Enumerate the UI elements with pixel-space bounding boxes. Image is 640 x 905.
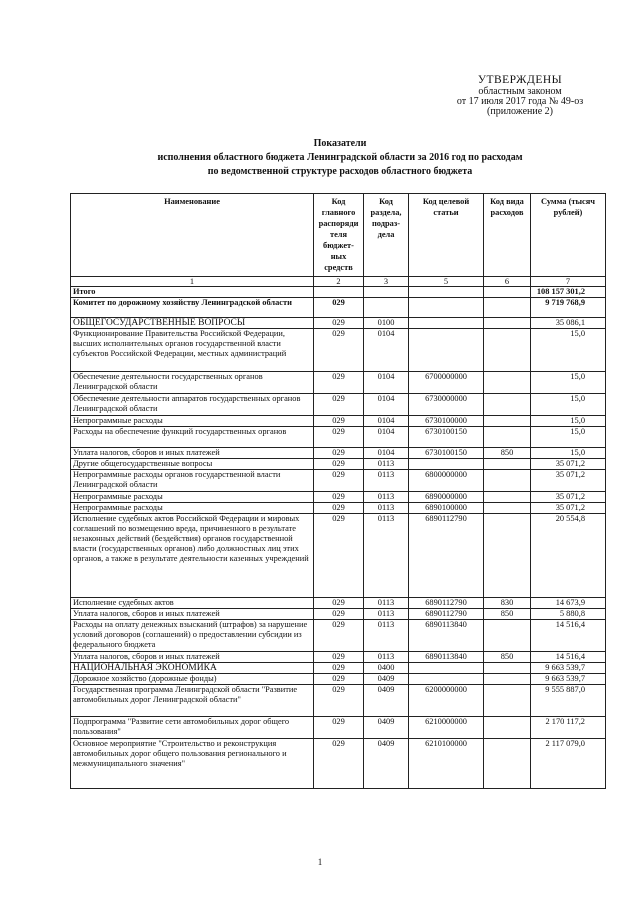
table-row bbox=[71, 287, 606, 298]
budget-table bbox=[70, 193, 606, 789]
cell-kind-code bbox=[484, 503, 531, 514]
cell-kind-code bbox=[484, 470, 531, 492]
table-row bbox=[71, 514, 606, 598]
cell-section-code: 0113 bbox=[364, 470, 409, 492]
cell-grbs-code: 029 bbox=[314, 298, 364, 318]
table-row bbox=[71, 298, 606, 318]
table-row bbox=[71, 620, 606, 652]
table-row bbox=[71, 598, 606, 609]
cell-grbs-code: 029 bbox=[314, 503, 364, 514]
cell-sum: 14 673,9 bbox=[531, 598, 606, 609]
cell-grbs-code: 029 bbox=[314, 470, 364, 492]
table-row bbox=[71, 503, 606, 514]
cell-kind-code bbox=[484, 492, 531, 503]
approval-line-2: от 17 июля 2017 года № 49-оз bbox=[456, 96, 584, 107]
table-row bbox=[71, 329, 606, 372]
cell-article-code: 6730100150 bbox=[409, 448, 484, 459]
cell-kind-code bbox=[484, 329, 531, 372]
cell-name: Основное мероприятие "Строительство и реконструкция автомобильных дорог общего пользования регионального и межмуниципального значения" bbox=[71, 739, 314, 789]
cell-sum: 9 555 887,0 bbox=[531, 685, 606, 717]
table-row bbox=[71, 652, 606, 663]
cell-article-code: 6890112790 bbox=[409, 609, 484, 620]
cell-article-code: 6210000000 bbox=[409, 717, 484, 739]
cell-name: Обеспечение деятельности государственных органов Ленинградской области bbox=[71, 372, 314, 394]
cell-article-code: 6730000000 bbox=[409, 394, 484, 416]
cell-name: Исполнение судебных актов Российской Федерации и мировых соглашений по возмещению вреда, причиненного в результате незаконных действий (бездействия) органов государственной власти (государственных органов) либо должностных лиц этих органов, а также в результате деятельности казенных учреждений bbox=[71, 514, 314, 598]
table-row bbox=[71, 372, 606, 394]
approval-line-3: (приложение 2) bbox=[487, 106, 553, 117]
table-row bbox=[71, 470, 606, 492]
cell-article-code: 6890112790 bbox=[409, 514, 484, 598]
cell-kind-code: 830 bbox=[484, 598, 531, 609]
cell-article-code bbox=[409, 287, 484, 298]
cell-grbs-code: 029 bbox=[314, 448, 364, 459]
cell-grbs-code: 029 bbox=[314, 416, 364, 427]
cell-grbs-code: 029 bbox=[314, 329, 364, 372]
cell-section-code: 0409 bbox=[364, 674, 409, 685]
cell-sum: 15,0 bbox=[531, 329, 606, 372]
table-row bbox=[71, 674, 606, 685]
cell-name: Другие общегосударственные вопросы bbox=[71, 459, 314, 470]
table-row bbox=[71, 427, 606, 448]
cell-sum: 15,0 bbox=[531, 372, 606, 394]
cell-kind-code bbox=[484, 298, 531, 318]
cell-grbs-code: 029 bbox=[314, 674, 364, 685]
header-name: Наименование bbox=[71, 194, 314, 277]
cell-article-code: 6890100000 bbox=[409, 503, 484, 514]
column-number: 6 bbox=[484, 277, 531, 287]
document-title bbox=[60, 137, 620, 179]
cell-section-code bbox=[364, 287, 409, 298]
cell-sum: 108 157 301,2 bbox=[531, 287, 606, 298]
cell-sum: 2 117 079,0 bbox=[531, 739, 606, 789]
cell-sum: 5 880,8 bbox=[531, 609, 606, 620]
table-row bbox=[71, 739, 606, 789]
cell-grbs-code: 029 bbox=[314, 609, 364, 620]
cell-sum: 14 516,4 bbox=[531, 652, 606, 663]
cell-kind-code bbox=[484, 416, 531, 427]
header-kind: Код вида расходов bbox=[484, 194, 531, 277]
cell-name: Обеспечение деятельности аппаратов государственных органов Ленинградской области bbox=[71, 394, 314, 416]
column-number: 2 bbox=[314, 277, 364, 287]
cell-article-code: 6200000000 bbox=[409, 685, 484, 717]
title-line-2: исполнения областного бюджета Ленинградской области за 2016 год по расходам bbox=[157, 152, 523, 163]
cell-section-code: 0104 bbox=[364, 329, 409, 372]
cell-grbs-code: 029 bbox=[314, 372, 364, 394]
cell-article-code bbox=[409, 674, 484, 685]
table-row bbox=[71, 717, 606, 739]
cell-grbs-code: 029 bbox=[314, 685, 364, 717]
cell-sum: 15,0 bbox=[531, 394, 606, 416]
cell-article-code: 6730100150 bbox=[409, 427, 484, 448]
cell-name: Функционирование Правительства Российской Федерации, высших исполнительных органов государственной власти субъектов Российской Федерации, местных администраций bbox=[71, 329, 314, 372]
cell-grbs-code: 029 bbox=[314, 598, 364, 609]
title-line-3: по ведомственной структуре расходов областного бюджета bbox=[207, 166, 473, 177]
table-row bbox=[71, 685, 606, 717]
page-number: 1 bbox=[317, 857, 323, 867]
cell-grbs-code: 029 bbox=[314, 492, 364, 503]
header-section: Код раздела, подраз-дела bbox=[364, 194, 409, 277]
cell-name: Комитет по дорожному хозяйству Ленинградской области bbox=[71, 298, 314, 318]
cell-grbs-code: 029 bbox=[314, 739, 364, 789]
cell-section-code: 0113 bbox=[364, 492, 409, 503]
cell-name: Расходы на обеспечение функций государственных органов bbox=[71, 427, 314, 448]
cell-name: Непрограммные расходы bbox=[71, 503, 314, 514]
cell-section-code: 0113 bbox=[364, 503, 409, 514]
cell-article-code: 6890000000 bbox=[409, 492, 484, 503]
cell-article-code: 6730100000 bbox=[409, 416, 484, 427]
cell-section-code: 0104 bbox=[364, 448, 409, 459]
cell-section-code: 0104 bbox=[364, 427, 409, 448]
header-sum: Сумма (тысяч рублей) bbox=[531, 194, 606, 277]
table-row bbox=[71, 318, 606, 329]
cell-kind-code bbox=[484, 663, 531, 674]
cell-section-code: 0104 bbox=[364, 372, 409, 394]
cell-sum: 15,0 bbox=[531, 416, 606, 427]
cell-grbs-code: 029 bbox=[314, 663, 364, 674]
header-grbs: Код главного распоряди теля бюджет-ных средств bbox=[314, 194, 364, 277]
cell-section-code: 0409 bbox=[364, 739, 409, 789]
column-number: 3 bbox=[364, 277, 409, 287]
cell-sum: 35 086,1 bbox=[531, 318, 606, 329]
cell-sum: 35 071,2 bbox=[531, 503, 606, 514]
cell-article-code: 6890113840 bbox=[409, 620, 484, 652]
cell-section-code: 0100 bbox=[364, 318, 409, 329]
cell-grbs-code: 029 bbox=[314, 427, 364, 448]
table-row bbox=[71, 448, 606, 459]
cell-article-code bbox=[409, 329, 484, 372]
cell-section-code: 0104 bbox=[364, 394, 409, 416]
cell-grbs-code: 029 bbox=[314, 717, 364, 739]
cell-name: Итого bbox=[71, 287, 314, 298]
cell-section-code: 0400 bbox=[364, 663, 409, 674]
cell-section-code: 0113 bbox=[364, 652, 409, 663]
cell-article-code: 6800000000 bbox=[409, 470, 484, 492]
cell-name: Непрограммные расходы bbox=[71, 492, 314, 503]
cell-section-code: 0113 bbox=[364, 459, 409, 470]
cell-kind-code bbox=[484, 717, 531, 739]
cell-name: Уплата налогов, сборов и иных платежей bbox=[71, 448, 314, 459]
column-number: 1 bbox=[71, 277, 314, 287]
cell-section-code: 0113 bbox=[364, 620, 409, 652]
cell-kind-code bbox=[484, 674, 531, 685]
cell-sum: 15,0 bbox=[531, 448, 606, 459]
cell-article-code bbox=[409, 298, 484, 318]
table-row bbox=[71, 416, 606, 427]
cell-name: Непрограммные расходы bbox=[71, 416, 314, 427]
cell-sum: 9 663 539,7 bbox=[531, 674, 606, 685]
cell-section-code: 0113 bbox=[364, 598, 409, 609]
cell-name: Дорожное хозяйство (дорожные фонды) bbox=[71, 674, 314, 685]
approval-line-1: областным законом bbox=[478, 86, 562, 97]
cell-section-code: 0409 bbox=[364, 685, 409, 717]
cell-grbs-code: 029 bbox=[314, 318, 364, 329]
cell-article-code bbox=[409, 459, 484, 470]
cell-name: Непрограммные расходы органов государственной власти Ленинградской области bbox=[71, 470, 314, 492]
cell-sum: 35 071,2 bbox=[531, 492, 606, 503]
column-number: 5 bbox=[409, 277, 484, 287]
approval-title: УТВЕРЖДЕНЫ bbox=[477, 74, 563, 86]
cell-name: Расходы на оплату денежных взысканий (штрафов) за нарушение условий договоров (соглашений) о предоставлении субсидии из федерального бюджета bbox=[71, 620, 314, 652]
cell-sum: 2 170 117,2 bbox=[531, 717, 606, 739]
cell-sum: 35 071,2 bbox=[531, 470, 606, 492]
table-row bbox=[71, 394, 606, 416]
cell-kind-code bbox=[484, 459, 531, 470]
cell-section-code: 0113 bbox=[364, 514, 409, 598]
cell-grbs-code: 029 bbox=[314, 652, 364, 663]
cell-article-code bbox=[409, 663, 484, 674]
cell-section-code: 0113 bbox=[364, 609, 409, 620]
cell-kind-code bbox=[484, 427, 531, 448]
cell-name: Уплата налогов, сборов и иных платежей bbox=[71, 652, 314, 663]
title-line-1: Показатели bbox=[313, 138, 367, 149]
cell-kind-code bbox=[484, 372, 531, 394]
header-row bbox=[71, 194, 606, 277]
cell-name: Исполнение судебных актов bbox=[71, 598, 314, 609]
cell-section-code: 0409 bbox=[364, 717, 409, 739]
cell-kind-code bbox=[484, 287, 531, 298]
cell-grbs-code: 029 bbox=[314, 394, 364, 416]
table-row bbox=[71, 663, 606, 674]
cell-name: НАЦИОНАЛЬНАЯ ЭКОНОМИКА bbox=[71, 663, 314, 674]
cell-grbs-code: 029 bbox=[314, 620, 364, 652]
column-number-row bbox=[71, 277, 606, 287]
cell-kind-code bbox=[484, 739, 531, 789]
cell-grbs-code bbox=[314, 287, 364, 298]
cell-sum: 15,0 bbox=[531, 427, 606, 448]
cell-section-code bbox=[364, 298, 409, 318]
cell-kind-code bbox=[484, 394, 531, 416]
cell-sum: 20 554,8 bbox=[531, 514, 606, 598]
cell-kind-code bbox=[484, 685, 531, 717]
cell-grbs-code: 029 bbox=[314, 459, 364, 470]
cell-sum: 9 719 768,9 bbox=[531, 298, 606, 318]
approval-stamp bbox=[420, 75, 620, 117]
cell-article-code: 6890113840 bbox=[409, 652, 484, 663]
cell-kind-code: 850 bbox=[484, 609, 531, 620]
column-number: 7 bbox=[531, 277, 606, 287]
table-row bbox=[71, 492, 606, 503]
cell-kind-code: 850 bbox=[484, 652, 531, 663]
cell-sum: 9 663 539,7 bbox=[531, 663, 606, 674]
cell-sum: 35 071,2 bbox=[531, 459, 606, 470]
cell-name: Подпрограмма "Развитие сети автомобильных дорог общего пользования" bbox=[71, 717, 314, 739]
cell-kind-code bbox=[484, 620, 531, 652]
cell-kind-code bbox=[484, 318, 531, 329]
cell-kind-code bbox=[484, 514, 531, 598]
table-body bbox=[71, 287, 606, 789]
cell-article-code: 6210100000 bbox=[409, 739, 484, 789]
cell-article-code: 6890112790 bbox=[409, 598, 484, 609]
cell-name: Государственная программа Ленинградской области "Развитие автомобильных дорог Ленинградской области" bbox=[71, 685, 314, 717]
table-row bbox=[71, 609, 606, 620]
cell-kind-code: 850 bbox=[484, 448, 531, 459]
cell-section-code: 0104 bbox=[364, 416, 409, 427]
header-article: Код целевой статьи bbox=[409, 194, 484, 277]
cell-name: Уплата налогов, сборов и иных платежей bbox=[71, 609, 314, 620]
cell-article-code bbox=[409, 318, 484, 329]
cell-name: ОБЩЕГОСУДАРСТВЕННЫЕ ВОПРОСЫ bbox=[71, 318, 314, 329]
cell-sum: 14 516,4 bbox=[531, 620, 606, 652]
cell-grbs-code: 029 bbox=[314, 514, 364, 598]
table-row bbox=[71, 459, 606, 470]
cell-article-code: 6700000000 bbox=[409, 372, 484, 394]
